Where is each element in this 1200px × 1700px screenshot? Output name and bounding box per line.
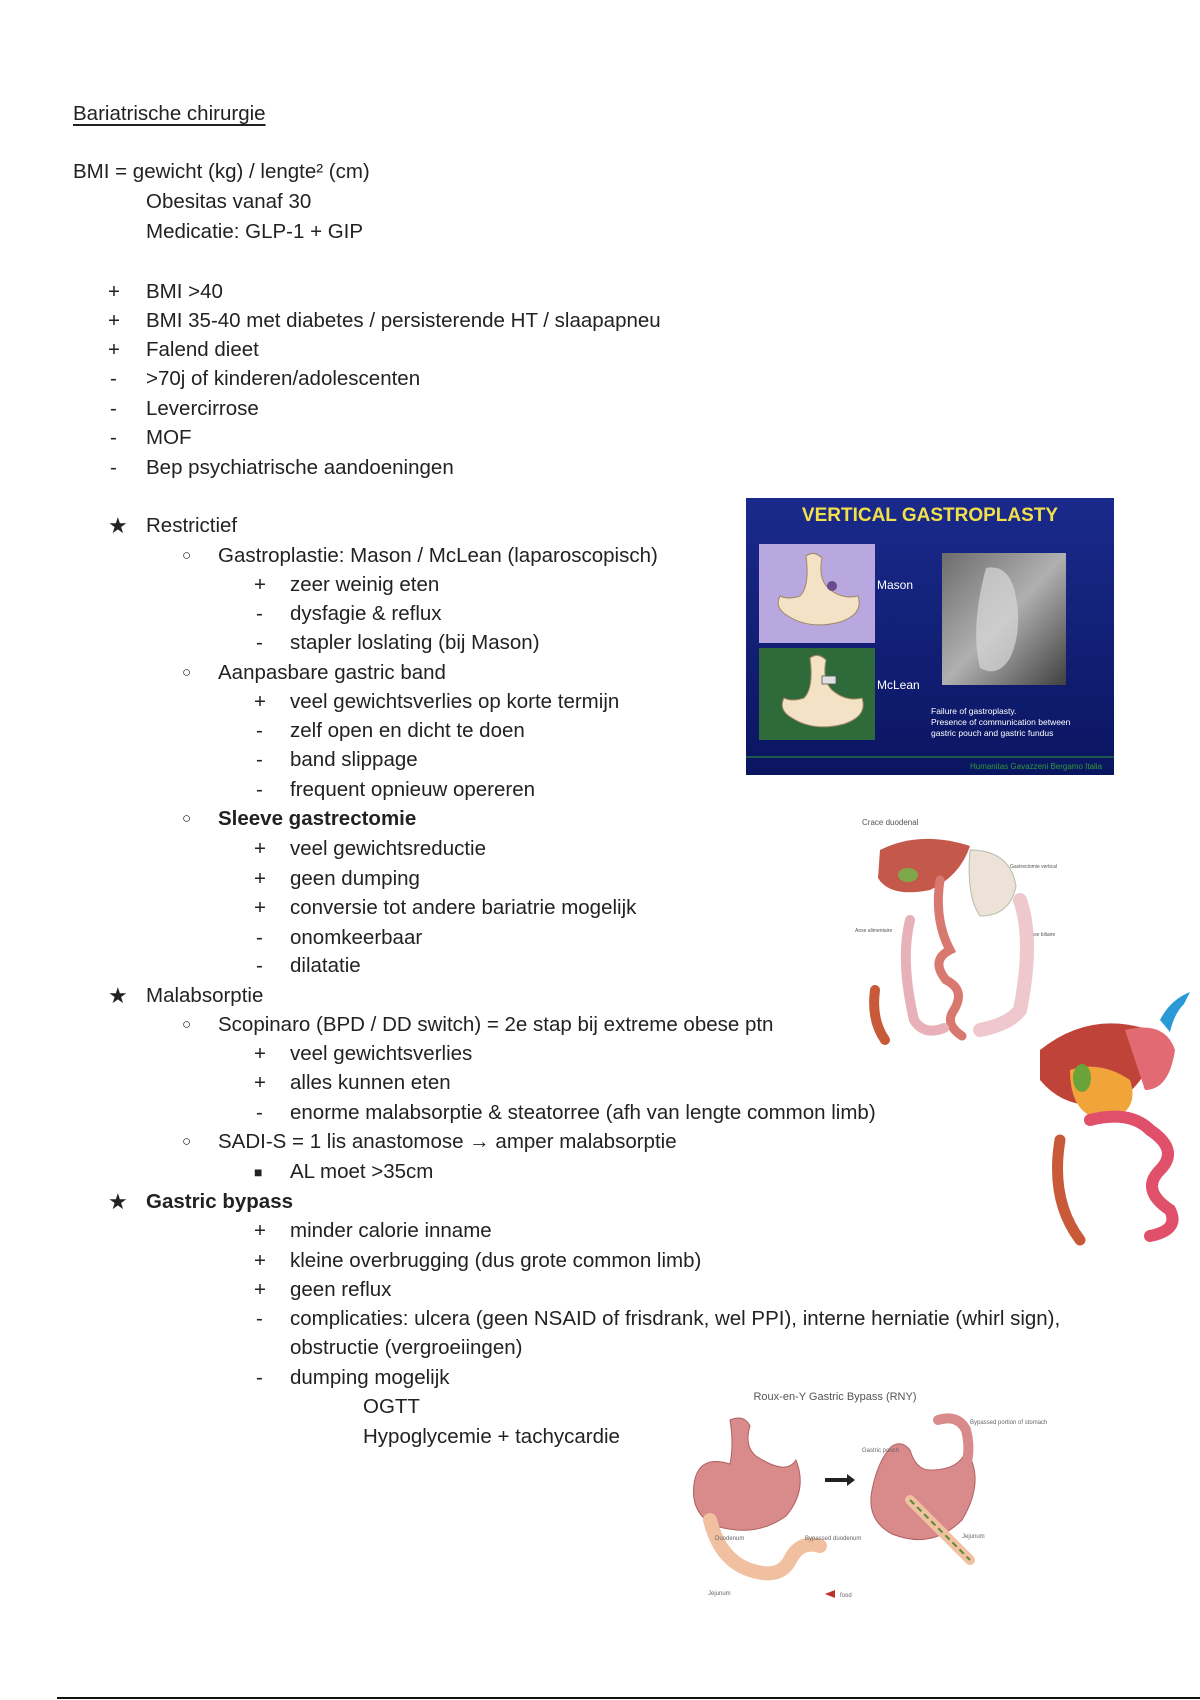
- rny-title: Roux-en-Y Gastric Bypass (RNY): [753, 1391, 917, 1403]
- list-item: dysfagie & reflux: [290, 602, 442, 625]
- plus-marker: +: [108, 309, 120, 332]
- circle-bullet: ○: [182, 1016, 192, 1033]
- list-item: frequent opnieuw opereren: [290, 778, 536, 801]
- list-item: band slippage: [290, 748, 418, 771]
- rny-label-bypassed-duodenum: Bypassed duodenum: [805, 1536, 862, 1542]
- plus-marker: +: [254, 690, 266, 713]
- rny-label-bypassed-stomach: Bypassed portion of stomach: [970, 1420, 1048, 1426]
- rny-label-pouch: Gastric pouch: [862, 1448, 900, 1454]
- list-item: stapler loslating (bij Mason): [290, 631, 540, 654]
- list-item: BMI 35-40 met diabetes / persisterende HT / slaapapneu: [146, 309, 661, 332]
- plus-marker: +: [254, 1042, 266, 1065]
- circle-bullet: ○: [182, 810, 192, 827]
- list-item: complicaties: ulcera (geen NSAID of frisdrank, wel PPI), interne herniatie (whirl sign),: [290, 1307, 1061, 1330]
- rny-label-duodenum: Duodenum: [715, 1536, 745, 1542]
- figure-title: VERTICAL GASTROPLASTY: [801, 505, 1059, 526]
- minus-marker: -: [110, 456, 117, 479]
- list-item: zeer weinig eten: [290, 573, 440, 596]
- mclean-label: McLean: [877, 678, 920, 692]
- scopinaro-heading: Scopinaro (BPD / DD switch) = 2e stap bij extreme obese ptn: [218, 1013, 774, 1036]
- list-item: veel gewichtsverlies op korte termijn: [290, 690, 620, 713]
- failure-line-1: Failure of gastroplasty.: [931, 706, 1017, 716]
- circle-bullet: ○: [182, 547, 192, 564]
- minus-marker: -: [256, 954, 263, 977]
- list-item-continued: obstructie (vergroeiingen): [290, 1336, 523, 1359]
- minus-marker: -: [256, 778, 263, 801]
- duodenal-label-left: Anse alimentaire: [855, 928, 893, 934]
- list-item: alles kunnen eten: [290, 1071, 451, 1094]
- sadis-heading: SADI-S = 1 lis anastomose → amper malabsorptie: [218, 1130, 677, 1153]
- band-heading: Aanpasbare gastric band: [218, 661, 446, 684]
- plus-marker: +: [254, 1249, 266, 1272]
- circle-bullet: ○: [182, 1133, 192, 1150]
- list-item: Falend dieet: [146, 338, 259, 361]
- list-item: MOF: [146, 426, 192, 449]
- hypoglycemie-line: Hypoglycemie + tachycardie: [363, 1425, 620, 1448]
- list-item: Levercirrose: [146, 397, 259, 420]
- minus-marker: -: [256, 1307, 263, 1330]
- list-item: AL moet >35cm: [290, 1160, 434, 1183]
- ogtt-line: OGTT: [363, 1395, 420, 1418]
- rny-label-jejunum-1: Jejunum: [708, 1591, 731, 1597]
- bypass-anatomy-figure: [1030, 990, 1200, 1250]
- malabsorptie-heading: Malabsorptie: [146, 984, 264, 1007]
- bmi-formula: BMI = gewicht (kg) / lengte² (cm): [73, 160, 370, 183]
- list-item: conversie tot andere bariatrie mogelijk: [290, 896, 637, 919]
- minus-marker: -: [256, 1101, 263, 1124]
- medicatie-line: Medicatie: GLP-1 + GIP: [146, 220, 364, 243]
- bottom-divider: [57, 1697, 1200, 1699]
- star-bullet: ★: [108, 983, 128, 1008]
- list-item: veel gewichtsreductie: [290, 837, 486, 860]
- failure-line-2: Presence of communication between: [931, 717, 1071, 727]
- list-item: onomkeerbaar: [290, 926, 423, 949]
- square-bullet: ■: [254, 1164, 263, 1180]
- minus-marker: -: [256, 1366, 263, 1389]
- plus-marker: +: [254, 837, 266, 860]
- figure-credit: Humanitas Gavazzeni Bergamo Italia: [969, 762, 1103, 771]
- rny-label-food: food: [840, 1593, 852, 1599]
- list-item: veel gewichtsverlies: [290, 1042, 473, 1065]
- plus-marker: +: [108, 280, 120, 303]
- list-item: Bep psychiatrische aandoeningen: [146, 456, 454, 479]
- plus-marker: +: [254, 1071, 266, 1094]
- rny-figure: [670, 1380, 1048, 1610]
- list-item: enorme malabsorptie & steatorree (afh van lengte common limb): [290, 1101, 876, 1124]
- failure-line-3: gastric pouch and gastric fundus: [931, 728, 1054, 738]
- circle-bullet: ○: [182, 664, 192, 681]
- list-item: dumping mogelijk: [290, 1366, 450, 1389]
- list-item: dilatatie: [290, 954, 361, 977]
- gastroplastie-heading: Gastroplastie: Mason / McLean (laparoscopisch): [218, 544, 658, 567]
- star-bullet: ★: [108, 513, 128, 538]
- mason-label: Mason: [877, 578, 914, 592]
- duodenal-label-right: Gastrectomie vertical: [1010, 864, 1057, 870]
- plus-marker: +: [254, 896, 266, 919]
- plus-marker: +: [108, 338, 120, 361]
- minus-marker: -: [256, 926, 263, 949]
- plus-marker: +: [254, 573, 266, 596]
- minus-marker: -: [256, 719, 263, 742]
- rny-label-jejunum-2: Jejunum: [962, 1534, 985, 1540]
- minus-marker: -: [256, 602, 263, 625]
- plus-marker: +: [254, 1278, 266, 1301]
- restrictief-heading: Restrictief: [146, 514, 238, 537]
- minus-marker: -: [110, 397, 117, 420]
- duodenal-label-right2: Anse biliaire: [1028, 932, 1056, 938]
- list-item: >70j of kinderen/adolescenten: [146, 367, 421, 390]
- plus-marker: +: [254, 1219, 266, 1242]
- bypass-heading: Gastric bypass: [146, 1190, 293, 1213]
- list-item: BMI >40: [146, 280, 223, 303]
- star-bullet: ★: [108, 1189, 128, 1214]
- plus-marker: +: [254, 867, 266, 890]
- page-title: Bariatrische chirurgie: [73, 102, 266, 125]
- list-item: kleine overbrugging (dus grote common limb): [290, 1249, 702, 1272]
- minus-marker: -: [110, 367, 117, 390]
- obesitas-line: Obesitas vanaf 30: [146, 190, 312, 213]
- minus-marker: -: [256, 748, 263, 771]
- list-item: zelf open en dicht te doen: [290, 719, 525, 742]
- minus-marker: -: [256, 631, 263, 654]
- list-item: geen dumping: [290, 867, 420, 890]
- sleeve-heading: Sleeve gastrectomie: [218, 807, 417, 830]
- list-item: geen reflux: [290, 1278, 392, 1301]
- minus-marker: -: [110, 426, 117, 449]
- duodenal-title: Crace duodenal: [862, 818, 919, 827]
- list-item: minder calorie inname: [290, 1219, 492, 1242]
- vertical-gastroplasty-figure: [746, 498, 1114, 775]
